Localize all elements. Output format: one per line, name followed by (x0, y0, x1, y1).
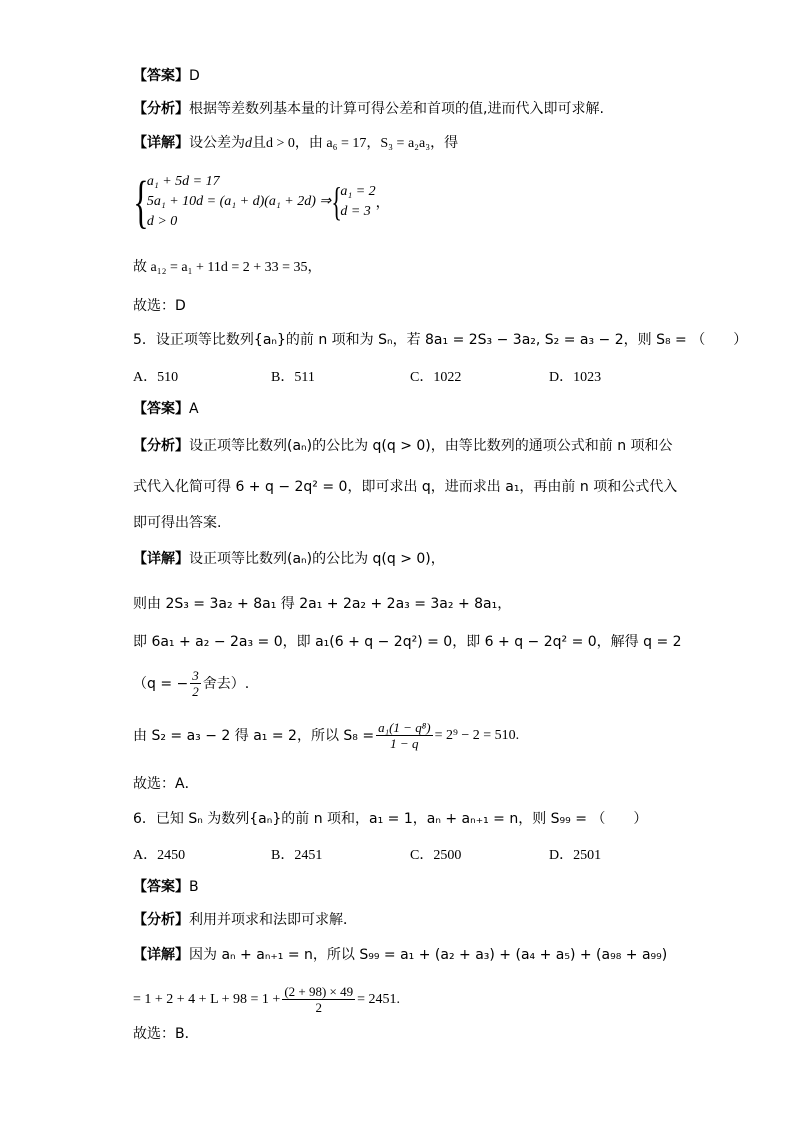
q4-equation-system (127, 169, 390, 234)
q6-answer-line (133, 877, 199, 897)
result-a1: a₁ = 2 (340, 184, 376, 199)
q6-choose: 故选：B． (133, 1026, 199, 1042)
detail-2-post: = 2451. (357, 991, 401, 1007)
q6-option-a: A．2450 (133, 848, 186, 863)
q4-choose: 故选：D (133, 298, 186, 314)
detail-mid: 且 (252, 135, 266, 151)
q5-detail-line-4 (133, 668, 249, 699)
q6-detail-line-2 (133, 984, 400, 1015)
frac-den: 2 (315, 1000, 322, 1015)
q5-analysis-line-3: 即可得出答案. (133, 515, 222, 531)
system-eq-1: a₁ + 5d = 17 (146, 174, 220, 189)
q5-analysis-line-2: 式代入化简可得 6 + q − 2q² = 0，即可求出 q，进而求出 a₁，再由前 n 项和公式代入 (133, 479, 678, 495)
q5-analysis-line-1 (133, 436, 673, 456)
right-result-brace: { (331, 179, 343, 224)
q5-choose: 故选：A． (133, 776, 199, 792)
detail-5-pre: 由 S₂ = a₃ − 2 得 a₁ = 2，所以 S₈ = (133, 727, 375, 744)
answer-tag: 【答案】 (133, 879, 189, 895)
detail-5-post: = 2⁹ − 2 = 510. (434, 727, 520, 743)
detail-4-post: 舍去）. (202, 675, 250, 692)
q6-analysis-line (133, 910, 357, 930)
q4-conclusion: 故 a₁₂ = a₁ + 11d = 2 + 33 = 35， (133, 260, 322, 275)
q5-detail-line-3: 即 6a₁ + a₂ − 2a₃ = 0，即 a₁(6 + q − 2q²) = 0，即 6 + q − 2q² = 0，解得 q = 2 (133, 634, 682, 650)
frac-den: 2 (192, 684, 199, 699)
q5-option-c: C．1022 (410, 370, 462, 385)
detail-condition: d > 0，由 a₆ = 17，S₃ = a₂a₃，得 (266, 136, 459, 151)
q5-detail-line-5 (133, 720, 519, 751)
detail-text-1: 因为 aₙ + aₙ₊₁ = n，所以 S₉₉ = a₁ + (a₂ + a₃) + (a₄ + a₅) + (a₉₈ + a₉₉) (189, 947, 668, 963)
system-equations (147, 172, 331, 232)
q6-option-d: D．2501 (549, 848, 602, 863)
q5-detail-line-2: 则由 2S₃ = 3a₂ + 8a₁ 得 2a₁ + 2a₂ + 2a₃ = 3a₂ + 8a₁， (133, 596, 512, 612)
frac-num: 3 (192, 668, 199, 683)
detail-d: d (245, 136, 252, 151)
detail-tag: 【详解】 (133, 947, 189, 963)
detail-text: 设公差为 (189, 135, 245, 151)
answer-tag: 【答案】 (133, 401, 189, 417)
answer-value: B (189, 879, 199, 895)
detail-text-1: 设正项等比数列(aₙ)的公比为 q(q > 0)， (189, 551, 445, 567)
q4-answer-line (133, 66, 200, 86)
q6-option-b: B．2451 (271, 848, 323, 863)
analysis-tag: 【分析】 (133, 101, 189, 117)
left-brace: { (133, 169, 149, 234)
frac-num: a₁(1 − q⁸) (378, 720, 431, 735)
answer-value: D (189, 68, 200, 84)
analysis-text: 利用并项求和法即可求解． (189, 912, 357, 928)
q5-stem: 5．设正项等比数列{aₙ}的前 n 项和为 Sₙ，若 8a₁ = 2S₃ − 3a₂, S₂ = a₃ − 2，则 S₈ = （ ） (133, 332, 748, 348)
system-eq-3: d > 0 (146, 214, 178, 229)
q5-option-b: B．511 (271, 370, 315, 385)
q6-detail-line-1 (133, 945, 667, 965)
analysis-tag: 【分析】 (133, 912, 189, 928)
result-tail: ， (375, 195, 390, 211)
q5-option-a: A．510 (133, 370, 179, 385)
system-eq-2: 5a₁ + 10d = (a₁ + d)(a₁ + 2d) ⇒ (146, 194, 332, 209)
answer-value: A (189, 401, 199, 417)
q6-stem: 6．已知 Sₙ 为数列{aₙ}的前 n 项和，a₁ = 1，aₙ + aₙ₊₁ = n，则 S₉₉ = （ ） (133, 811, 648, 827)
result-d: d = 3 (340, 204, 371, 219)
q4-detail-line (133, 133, 458, 154)
analysis-text-1: 设正项等比数列(aₙ)的公比为 q(q > 0)，由等比数列的通项公式和前 n 项和公 (189, 438, 673, 454)
q6-option-c: C．2500 (410, 848, 462, 863)
detail-tag: 【详解】 (133, 551, 189, 567)
fraction-three-halves (190, 668, 201, 699)
detail-tag: 【详解】 (133, 135, 189, 151)
q5-answer-line (133, 399, 199, 419)
detail-4-pre: （q = − (133, 675, 189, 692)
analysis-text: 根据等差数列基本量的计算可得公差和首项的值,进而代入即可求解. (189, 101, 604, 117)
fraction-arithmetic-sum (282, 984, 355, 1015)
answer-tag: 【答案】 (133, 68, 189, 84)
frac-den: 1 − q (390, 736, 419, 751)
frac-num: (2 + 98) × 49 (284, 984, 354, 999)
q5-option-d: D．1023 (549, 370, 602, 385)
analysis-tag: 【分析】 (133, 438, 189, 454)
q4-analysis-line (133, 99, 604, 119)
system-result (340, 182, 375, 222)
fraction-geometric-sum (376, 720, 432, 751)
detail-2-pre: = 1 + 2 + 4 + L + 98 = 1 + (133, 991, 281, 1007)
q5-detail-line-1 (133, 549, 445, 569)
